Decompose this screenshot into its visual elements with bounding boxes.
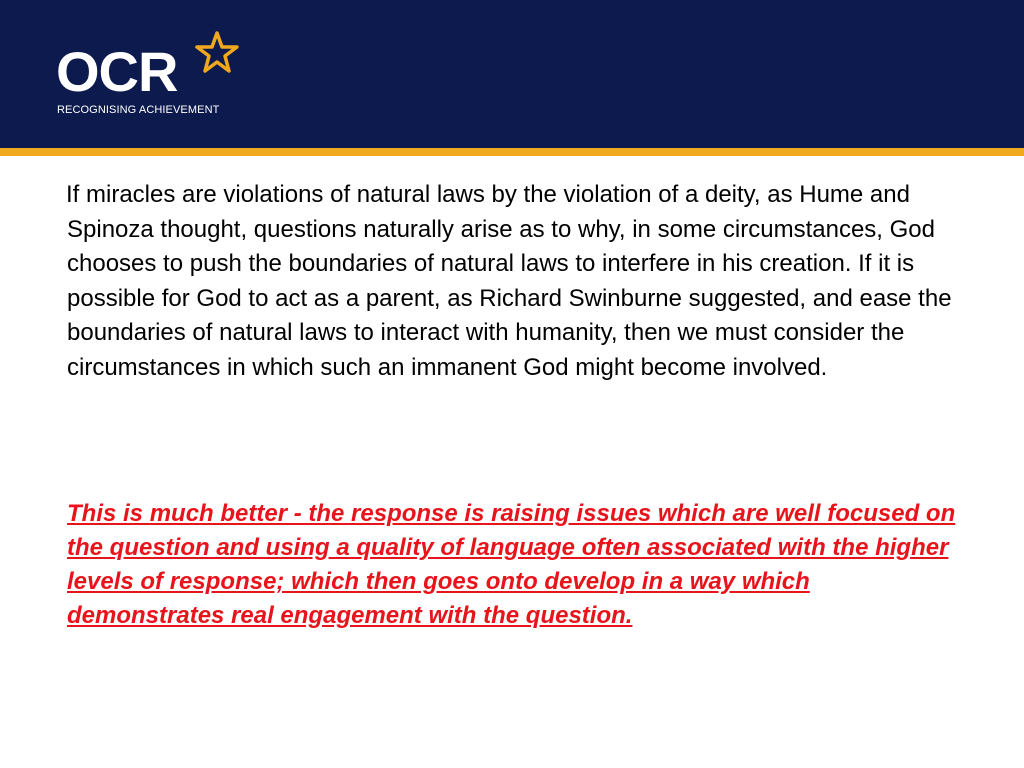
star-icon <box>194 30 240 76</box>
body-paragraph: If miracles are violations of natural laws by the violation of a deity, as Hume and Spinoza thought, questions naturally arise as to why, in some circumstances, God chooses to push the boundaries of natural laws to interfere in his creation. If it is possible for God to act as a parent, as Richard Swinburne suggested, and ease the boundaries of natural laws to interact with humanity, then we must consider the circumstances in which such an immanent God might become involved. <box>66 181 952 381</box>
logo-wordmark: OCR <box>56 40 178 103</box>
logo-tagline: RECOGNISING ACHIEVEMENT <box>57 104 220 116</box>
header-band <box>0 0 1024 148</box>
examiner-comment: This is much better - the response is raising issues which are well focused on the question and using a quality of language often associated with the higher levels of response; which then goes onto develop in a way which demonstrates real engagement with the question. <box>67 500 956 629</box>
ocr-logo <box>56 30 246 120</box>
header-stripe <box>0 148 1024 156</box>
